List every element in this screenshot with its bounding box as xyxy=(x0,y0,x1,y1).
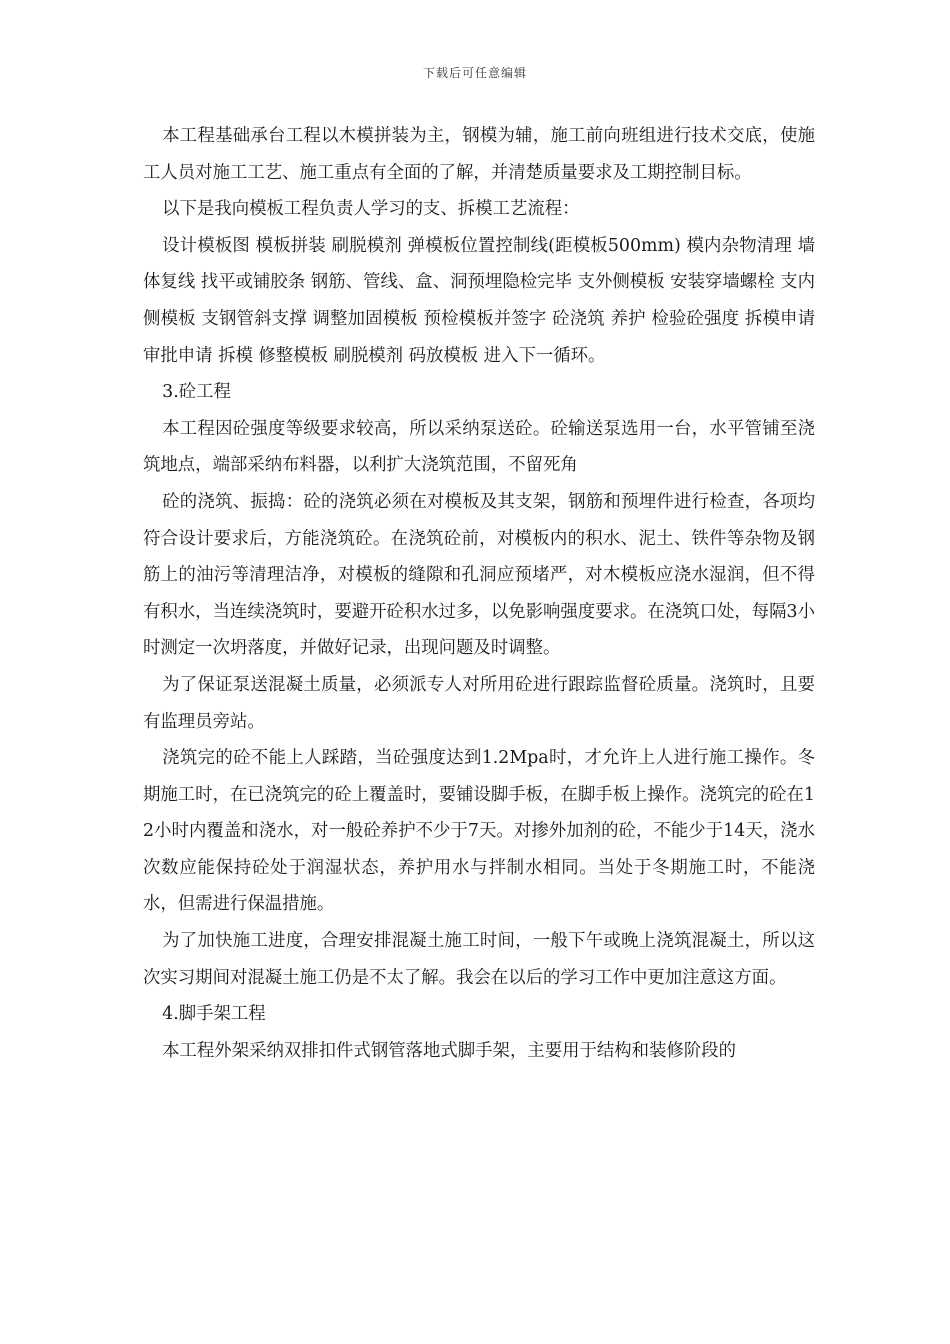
paragraph-formwork-process-intro: 以下是我向模板工程负责人学习的支、拆模工艺流程： xyxy=(162,199,580,220)
paragraph-concrete-pouring: 砼的浇筑、振捣：砼的浇筑必须在对模板及其支架，钢筋和预埋件进行检查，各项均符合设计要求后，方能浇筑砼。在浇筑砼前，对模板内的积水、泥土、铁件等杂物及钢筋上的油污等清理洁净，对模板的缝隙和孔洞应预堵严，对木模板应浇水湿润，但不得有积水，当连续浇筑时，要避开砼积水过多，以免影响强度要求。在浇筑口处，每隔3小时测定一次坍落度，并做好记录，出现问题及时调整。 xyxy=(143,491,815,659)
section-heading-scaffolding: 4.脚手架工程 xyxy=(162,1004,266,1025)
paragraph-concrete-curing: 浇筑完的砼不能上人踩踏，当砼强度达到1.2Mpa时，才允许上人进行施工操作。冬期施工时，在已浇筑完的砼上覆盖时，要铺设脚手板，在脚手板上操作。浇筑完的砼在12小时内覆盖和浇水，对一般砼养护不少于7天。对掺外加剂的砼，不能少于14天，浇水次数应能保持砼处于润湿状态，养护用水与拌制水相同。当处于冬期施工时，不能浇水，但需进行保温措施。 xyxy=(143,748,815,915)
paragraph-concrete-pump: 本工程因砼强度等级要求较高，所以采纳泵送砼。砼输送泵选用一台，水平管铺至浇筑地点，端部采纳布料器，以利扩大浇筑范围，不留死角 xyxy=(143,418,815,476)
paragraph-formwork-intro: 本工程基础承台工程以木模拼装为主，钢模为辅，施工前向班组进行技术交底，使施工人员对施工工艺、施工重点有全面的了解，并清楚质量要求及工期控制目标。 xyxy=(143,126,815,183)
header-note: 下载后可任意编辑 xyxy=(422,66,527,80)
section-heading-concrete: 3.砼工程 xyxy=(162,382,231,403)
document-body xyxy=(143,118,815,1069)
paragraph-formwork-process-steps: 设计模板图 模板拼装 刷脱模剂 弹模板位置控制线(距模板500mm) 模内杂物清理 墙体复线 找平或铺胶条 钢筋、管线、盒、洞预埋隐检完毕 支外侧模板 安装穿墙螺栓 支内侧模板 支钢管斜支撑 调整加固模板 预检模板并签字 砼浇筑 养护 检验砼强度 拆模申请 审批申请 拆模 修整模板 刷脱模剂 码放模板 进入下一循环。 xyxy=(143,235,815,366)
paragraph-scaffolding: 本工程外架采纳双排扣件式钢管落地式脚手架，主要用于结构和装修阶段的 xyxy=(162,1040,737,1061)
paragraph-concrete-supervision: 为了保证泵送混凝土质量，必须派专人对所用砼进行跟踪监督砼质量。浇筑时，且要有监理员旁站。 xyxy=(143,674,815,732)
paragraph-concrete-schedule: 为了加快施工进度，合理安排混凝土施工时间，一般下午或晚上浇筑混凝土，所以这次实习期间对混凝土施工仍是不太了解。我会在以后的学习工作中更加注意这方面。 xyxy=(143,931,815,988)
